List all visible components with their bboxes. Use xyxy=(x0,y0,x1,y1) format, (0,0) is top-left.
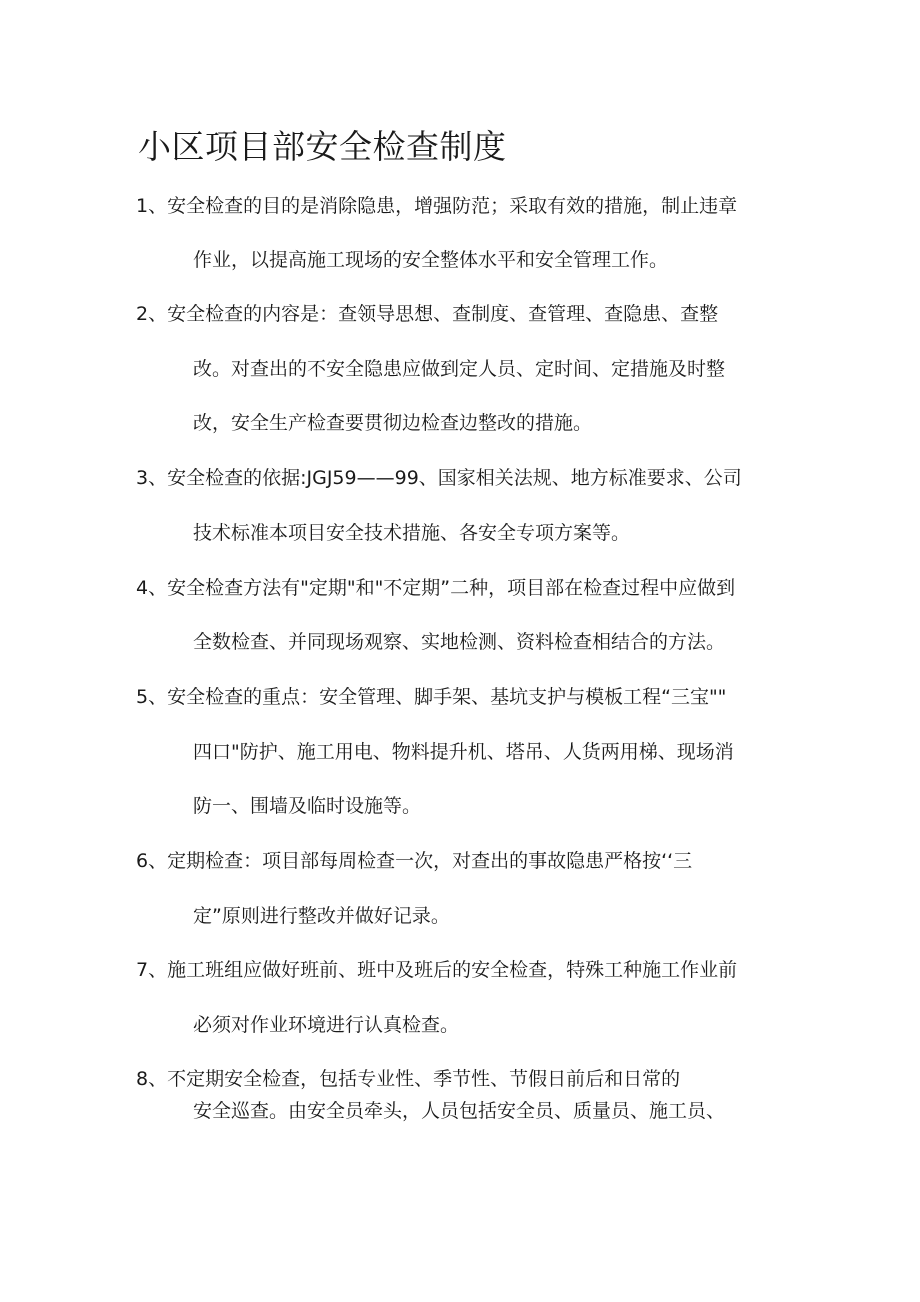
item-3-text-1: 安全检查的依据:JGJ59——99、国家相关法规、地方标准要求、公司 xyxy=(167,467,742,489)
item-1-text-1: 安全检查的目的是消除隐患，增强防范；采取有效的措施，制止违章 xyxy=(167,195,738,217)
item-3-number: 3、 xyxy=(136,467,168,489)
item-4-line-1 xyxy=(136,575,735,601)
item-8-number: 8、 xyxy=(136,1068,168,1090)
item-8-text-2: 安全巡查。由安全员牵头，人员包括安全员、质量员、施工员、 xyxy=(193,1100,726,1122)
item-7-line-1 xyxy=(136,957,737,983)
item-4-text-2: 全数检查、并同现场观察、实地检测、资料检查相结合的方法。 xyxy=(193,631,726,653)
item-5-text-1: 安全检查的重点：安全管理、脚手架、基坑支护与模板工程“三宝"" xyxy=(167,686,727,708)
item-2-text-1: 安全检查的内容是：查领导思想、查制度、查管理、查隐患、查整 xyxy=(167,303,719,325)
item-4-text-1: 安全检查方法有"定期"和"不定期”二种，项目部在检查过程中应做到 xyxy=(167,577,736,599)
item-6-text-2: 定”原则进行整改并做好记录。 xyxy=(193,905,450,927)
item-8-line-1 xyxy=(136,1066,680,1092)
item-5-number: 5、 xyxy=(136,686,168,708)
item-1-line-1 xyxy=(136,193,737,219)
item-7-text-2: 必须对作业环境进行认真检查。 xyxy=(193,1014,460,1036)
item-6-text-1: 定期检查：项目部每周检查一次，对查出的事故隐患严格按‘‘三 xyxy=(167,850,693,872)
item-4-number: 4、 xyxy=(136,577,168,599)
item-6-line-1 xyxy=(136,848,692,874)
item-2-line-1 xyxy=(136,301,718,327)
item-8-text-1: 不定期安全检查，包括专业性、季节性、节假日前后和日常的 xyxy=(167,1068,681,1090)
item-5-text-3: 防一、围墙及临时设施等。 xyxy=(193,795,422,817)
item-6-number: 6、 xyxy=(136,850,168,872)
item-3-text-2: 技术标准本项目安全技术措施、各安全专项方案等。 xyxy=(193,522,631,544)
item-5-line-1 xyxy=(136,684,726,710)
item-1-number: 1、 xyxy=(136,195,168,217)
page-title: 小区项目部安全检查制度 xyxy=(138,127,507,166)
item-3-line-1 xyxy=(136,465,742,491)
item-2-text-3: 改，安全生产检查要贯彻边检查边整改的措施。 xyxy=(193,412,593,434)
item-5-text-2: 四口"防护、施工用电、物料提升机、塔吊、人货两用梯、现场消 xyxy=(193,741,734,763)
item-2-number: 2、 xyxy=(136,303,168,325)
item-7-number: 7、 xyxy=(136,959,168,981)
item-2-text-2: 改。对查出的不安全隐患应做到定人员、定时间、定措施及时整 xyxy=(193,358,726,380)
item-7-text-1: 施工班组应做好班前、班中及班后的安全检查，特殊工种施工作业前 xyxy=(167,959,738,981)
item-1-text-2: 作业，以提高施工现场的安全整体水平和安全管理工作。 xyxy=(193,249,669,271)
